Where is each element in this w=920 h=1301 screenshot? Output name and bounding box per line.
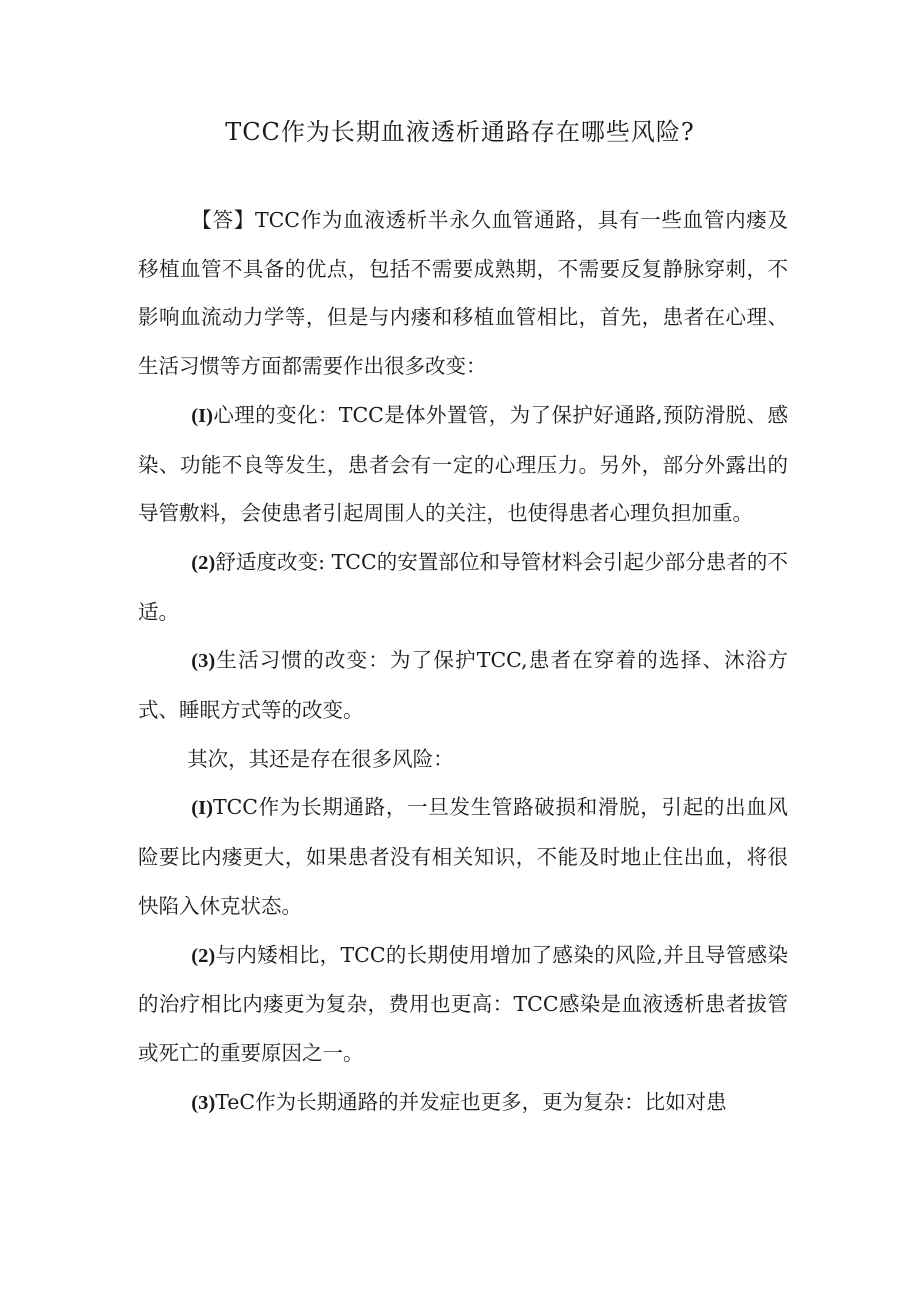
risk-item-1 [138, 783, 788, 930]
document-body [138, 196, 788, 1127]
risk-item-number: (2) [191, 944, 216, 967]
risks-intro: 其次，其还是存在很多风险： [187, 746, 454, 771]
page-title: TCC作为长期血液透析通路存在哪些风险? [225, 118, 695, 146]
risk-item-2 [138, 931, 788, 1078]
change-item-text: 舒适度改变: TCC的安置部位和导管材料会引起少部分患者的不适。 [138, 549, 788, 624]
change-item-text: 心理的变化：TCC是体外置管，为了保护好通路,预防滑脱、感染、功能不良等发生，患者会有一定的心理压力。另外，部分外露出的导管敷料，会使患者引起周围人的关注，也使得患者心理负担加重。 [138, 402, 788, 526]
risk-item-text: TCC作为长期通路，一旦发生管路破损和滑脱，引起的出血风险要比内瘘更大，如果患者没有相关知识，不能及时地止住出血，将很快陷入休克状态。 [138, 795, 788, 918]
change-item-1 [138, 391, 788, 538]
change-item-2 [138, 538, 788, 636]
change-item-3 [138, 636, 788, 734]
change-item-number: (2) [191, 551, 216, 574]
change-item-text: 生活习惯的改变：为了保护TCC,患者在穿着的选择、沐浴方式、睡眠方式等的改变。 [138, 648, 788, 723]
risk-item-text: 与内矮相比，TCC的长期使用增加了感染的风险,并且导管感染的治疗相比内瘘更为复杂，费用也更高：TCC感染是血液透析患者拔管或死亡的重要原因之一。 [138, 942, 788, 1065]
answer-paragraph [138, 196, 788, 391]
risk-item-text: TeC作为长期通路的并发症也更多，更为复杂：比如对患 [215, 1089, 727, 1114]
risk-item-3 [138, 1078, 788, 1128]
risk-item-number: (3) [191, 1091, 216, 1114]
risk-item-number: (I) [191, 797, 213, 820]
change-item-number: (I) [191, 404, 213, 427]
answer-text: TCC作为血液透析半永久血管通路，具有一些血管内瘘及移植血管不具备的优点，包括不需要成熟期，不需要反复静脉穿刺，不影响血流动力学等，但是与内瘘和移植血管相比，首先，患者在心理、生活习惯等方面都需要作出很多改变： [138, 208, 788, 379]
change-item-number: (3) [191, 650, 216, 673]
answer-marker: 【答】 [191, 208, 255, 232]
